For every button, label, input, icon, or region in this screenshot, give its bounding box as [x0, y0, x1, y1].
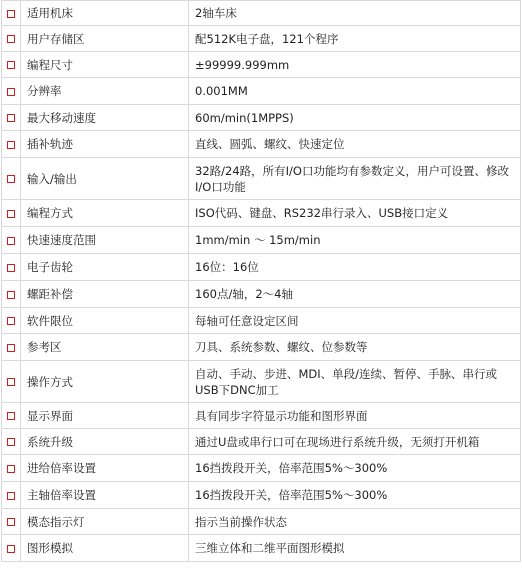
spec-value: 刀具、系统参数、螺纹、位参数等 — [189, 334, 521, 361]
spec-label: 主轴倍率设置 — [21, 482, 189, 509]
spec-value: 每轴可任意设定区间 — [189, 308, 521, 334]
spec-value: 16位：16位 — [189, 254, 521, 281]
spec-value: 直线、圆弧、螺纹、快速定位 — [189, 131, 521, 158]
spec-row — [2, 308, 521, 334]
square-bullet-icon — [7, 317, 15, 325]
spec-row — [2, 334, 521, 361]
spec-value: 16挡拨段开关，倍率范围5%～300% — [189, 455, 521, 482]
square-bullet-icon — [7, 264, 15, 272]
spec-label: 编程方式 — [21, 200, 189, 227]
bullet-cell — [2, 308, 21, 334]
bullet-cell — [2, 254, 21, 281]
spec-value: 自动、手动、步进、MDI、单段/连续、暂停、手脉、串行或USB下DNC加工 — [189, 361, 521, 403]
spec-label: 适用机床 — [21, 1, 189, 26]
spec-value: 配512K电子盘，121个程序 — [189, 26, 521, 52]
spec-label: 最大移动速度 — [21, 105, 189, 131]
spec-label: 电子齿轮 — [21, 254, 189, 281]
spec-row — [2, 158, 521, 200]
spec-row — [2, 105, 521, 131]
spec-value: 具有同步字符显示功能和图形界面 — [189, 403, 521, 429]
spec-label: 操作方式 — [21, 361, 189, 403]
bullet-cell — [2, 455, 21, 482]
bullet-cell — [2, 535, 21, 562]
spec-table — [1, 0, 521, 562]
spec-value: 16挡拨段开关，倍率范围5%～300% — [189, 482, 521, 509]
spec-row — [2, 455, 521, 482]
bullet-cell — [2, 105, 21, 131]
square-bullet-icon — [7, 545, 15, 553]
spec-label: 分辨率 — [21, 78, 189, 105]
bullet-cell — [2, 52, 21, 78]
square-bullet-icon — [7, 61, 15, 69]
spec-row — [2, 482, 521, 509]
bullet-cell — [2, 200, 21, 227]
spec-value: 1mm/min ～ 15m/min — [189, 227, 521, 254]
spec-row — [2, 52, 521, 78]
spec-row — [2, 78, 521, 105]
bullet-cell — [2, 429, 21, 455]
square-bullet-icon — [7, 492, 15, 500]
spec-value: 32路/24路，所有I/O口功能均有参数定义，用户可设置、修改I/O口功能 — [189, 158, 521, 200]
spec-label: 系统升级 — [21, 429, 189, 455]
spec-label: 螺距补偿 — [21, 281, 189, 308]
square-bullet-icon — [7, 518, 15, 526]
bullet-cell — [2, 227, 21, 254]
spec-label: 模态指示灯 — [21, 509, 189, 535]
spec-label: 参考区 — [21, 334, 189, 361]
bullet-cell — [2, 281, 21, 308]
bullet-cell — [2, 26, 21, 52]
spec-value: 通过U盘或串行口可在现场进行系统升级，无须打开机箱 — [189, 429, 521, 455]
spec-row — [2, 535, 521, 562]
square-bullet-icon — [7, 10, 15, 18]
spec-row — [2, 131, 521, 158]
spec-value: ISO代码、键盘、RS232串行录入、USB接口定义 — [189, 200, 521, 227]
spec-label: 用户存储区 — [21, 26, 189, 52]
spec-value: 三维立体和二维平面图形模拟 — [189, 535, 521, 562]
square-bullet-icon — [7, 378, 15, 386]
bullet-cell — [2, 1, 21, 26]
spec-row — [2, 200, 521, 227]
square-bullet-icon — [7, 175, 15, 183]
square-bullet-icon — [7, 438, 15, 446]
spec-row — [2, 429, 521, 455]
spec-value: 160点/轴，2～4轴 — [189, 281, 521, 308]
bullet-cell — [2, 403, 21, 429]
spec-value: ±99999.999mm — [189, 52, 521, 78]
spec-value: 2轴车床 — [189, 1, 521, 26]
spec-label: 进给倍率设置 — [21, 455, 189, 482]
spec-row — [2, 509, 521, 535]
bullet-cell — [2, 509, 21, 535]
bullet-cell — [2, 158, 21, 200]
bullet-cell — [2, 131, 21, 158]
square-bullet-icon — [7, 237, 15, 245]
square-bullet-icon — [7, 465, 15, 473]
spec-row — [2, 281, 521, 308]
spec-table-body — [2, 1, 521, 562]
spec-row — [2, 254, 521, 281]
spec-row — [2, 361, 521, 403]
bullet-cell — [2, 334, 21, 361]
square-bullet-icon — [7, 210, 15, 218]
square-bullet-icon — [7, 114, 15, 122]
spec-row — [2, 227, 521, 254]
bullet-cell — [2, 482, 21, 509]
spec-value: 0.001MM — [189, 78, 521, 105]
spec-label: 软件限位 — [21, 308, 189, 334]
spec-row — [2, 1, 521, 26]
square-bullet-icon — [7, 88, 15, 96]
square-bullet-icon — [7, 344, 15, 352]
bullet-cell — [2, 78, 21, 105]
bullet-cell — [2, 361, 21, 403]
spec-value: 指示当前操作状态 — [189, 509, 521, 535]
spec-label: 编程尺寸 — [21, 52, 189, 78]
spec-label: 快速速度范围 — [21, 227, 189, 254]
spec-row — [2, 403, 521, 429]
spec-value: 60m/min(1MPPS) — [189, 105, 521, 131]
square-bullet-icon — [7, 35, 15, 43]
square-bullet-icon — [7, 291, 15, 299]
square-bullet-icon — [7, 412, 15, 420]
square-bullet-icon — [7, 141, 15, 149]
spec-label: 插补轨迹 — [21, 131, 189, 158]
spec-row — [2, 26, 521, 52]
spec-label: 显示界面 — [21, 403, 189, 429]
spec-label: 输入/输出 — [21, 158, 189, 200]
spec-label: 图形模拟 — [21, 535, 189, 562]
